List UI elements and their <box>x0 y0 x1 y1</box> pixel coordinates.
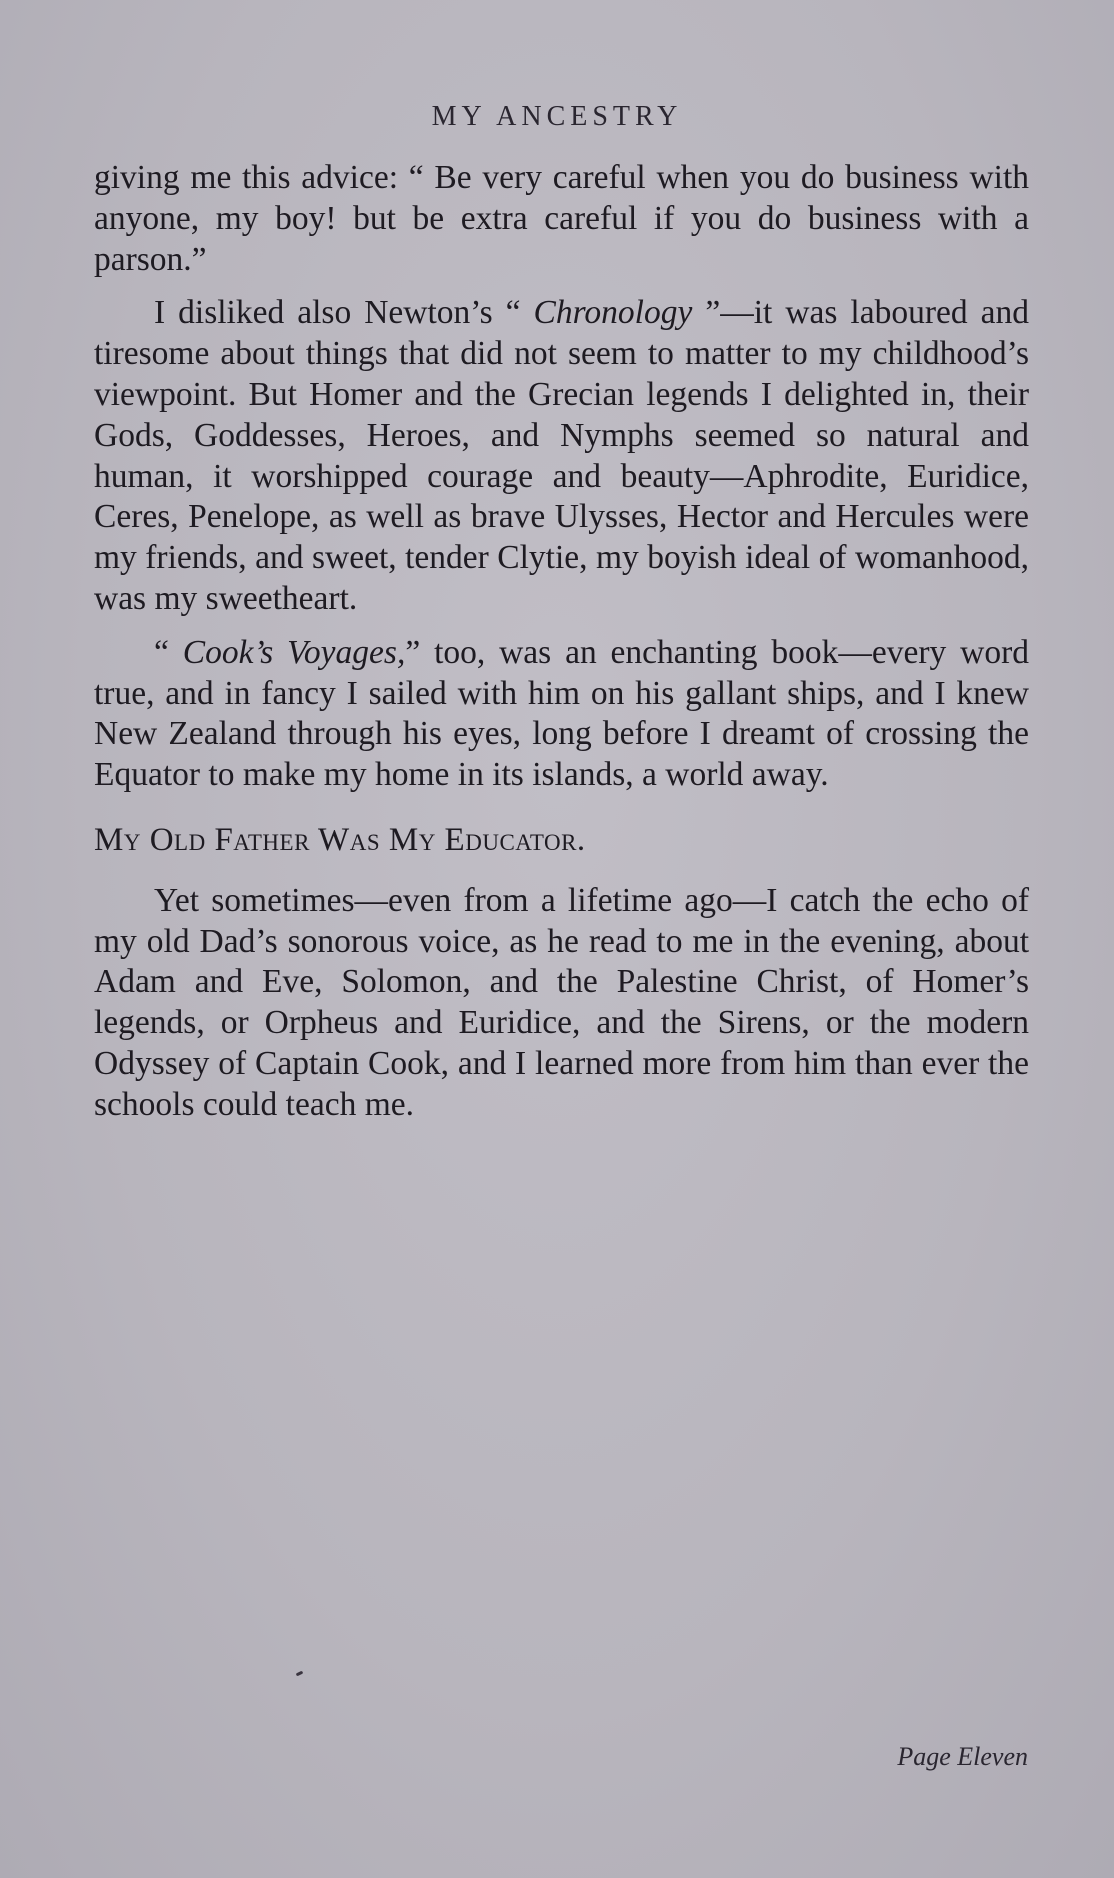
cooks-voyages-title: Cook’s Voyages, <box>182 633 406 671</box>
paragraph-3-text-start: “ <box>154 633 183 671</box>
section-subheading: My Old Father Was My Educator. <box>94 821 586 858</box>
running-head: MY ANCESTRY <box>431 101 683 132</box>
paragraph-3 <box>94 633 1029 796</box>
paragraph-1: giving me this advice: “ Be very careful when you do business with anyone, my boy! but be extra careful if you do business with a parson.” <box>94 159 1029 278</box>
page-number: Page Eleven <box>897 1742 1028 1771</box>
paragraph-4: Yet sometimes—even from a lifetime ago—I catch the echo of my old Dad’s sonorous voice, as he read to me in the evening, about Adam and Eve, Solomon, and the Palestine Christ, of Homer’s legends, or Orpheus and Euridice, and the Sirens, or the modern Odyssey of Captain Cook, and I learned more from him than ever the schools could teach me. <box>94 881 1029 1123</box>
paper-speck <box>296 1671 304 1677</box>
body-text <box>94 158 1029 1139</box>
chronology-title: Chronology <box>533 294 693 332</box>
paragraph-2-text-start: I disliked also Newton’s “ <box>154 294 534 332</box>
paragraph-2-text-end: ”—it was laboured and tiresome about things that did not seem to matter to my childhood’s viewpoint. But Homer and the Grecian legends I delighted in, their Gods, Goddesses, Heroes, and Nymphs seemed so natural and human, it worshipped courage and beauty—Aphrodite, Euridice, Ceres, Penelope, as well as brave Ulysses, Hector and Hercules were my friends, and sweet, tender Clytie, my boyish ideal of womanhood, was my sweetheart. <box>94 294 1029 617</box>
paragraph-3-text-end: ” too, was an enchanting book—every word true, and in fancy I sailed with him on his gallant ships, and I knew New Zealand through his eyes, long before I dreamt of crossing the Equator to make my home in its islands, a world away. <box>94 633 1029 794</box>
paragraph-2 <box>94 293 1029 619</box>
